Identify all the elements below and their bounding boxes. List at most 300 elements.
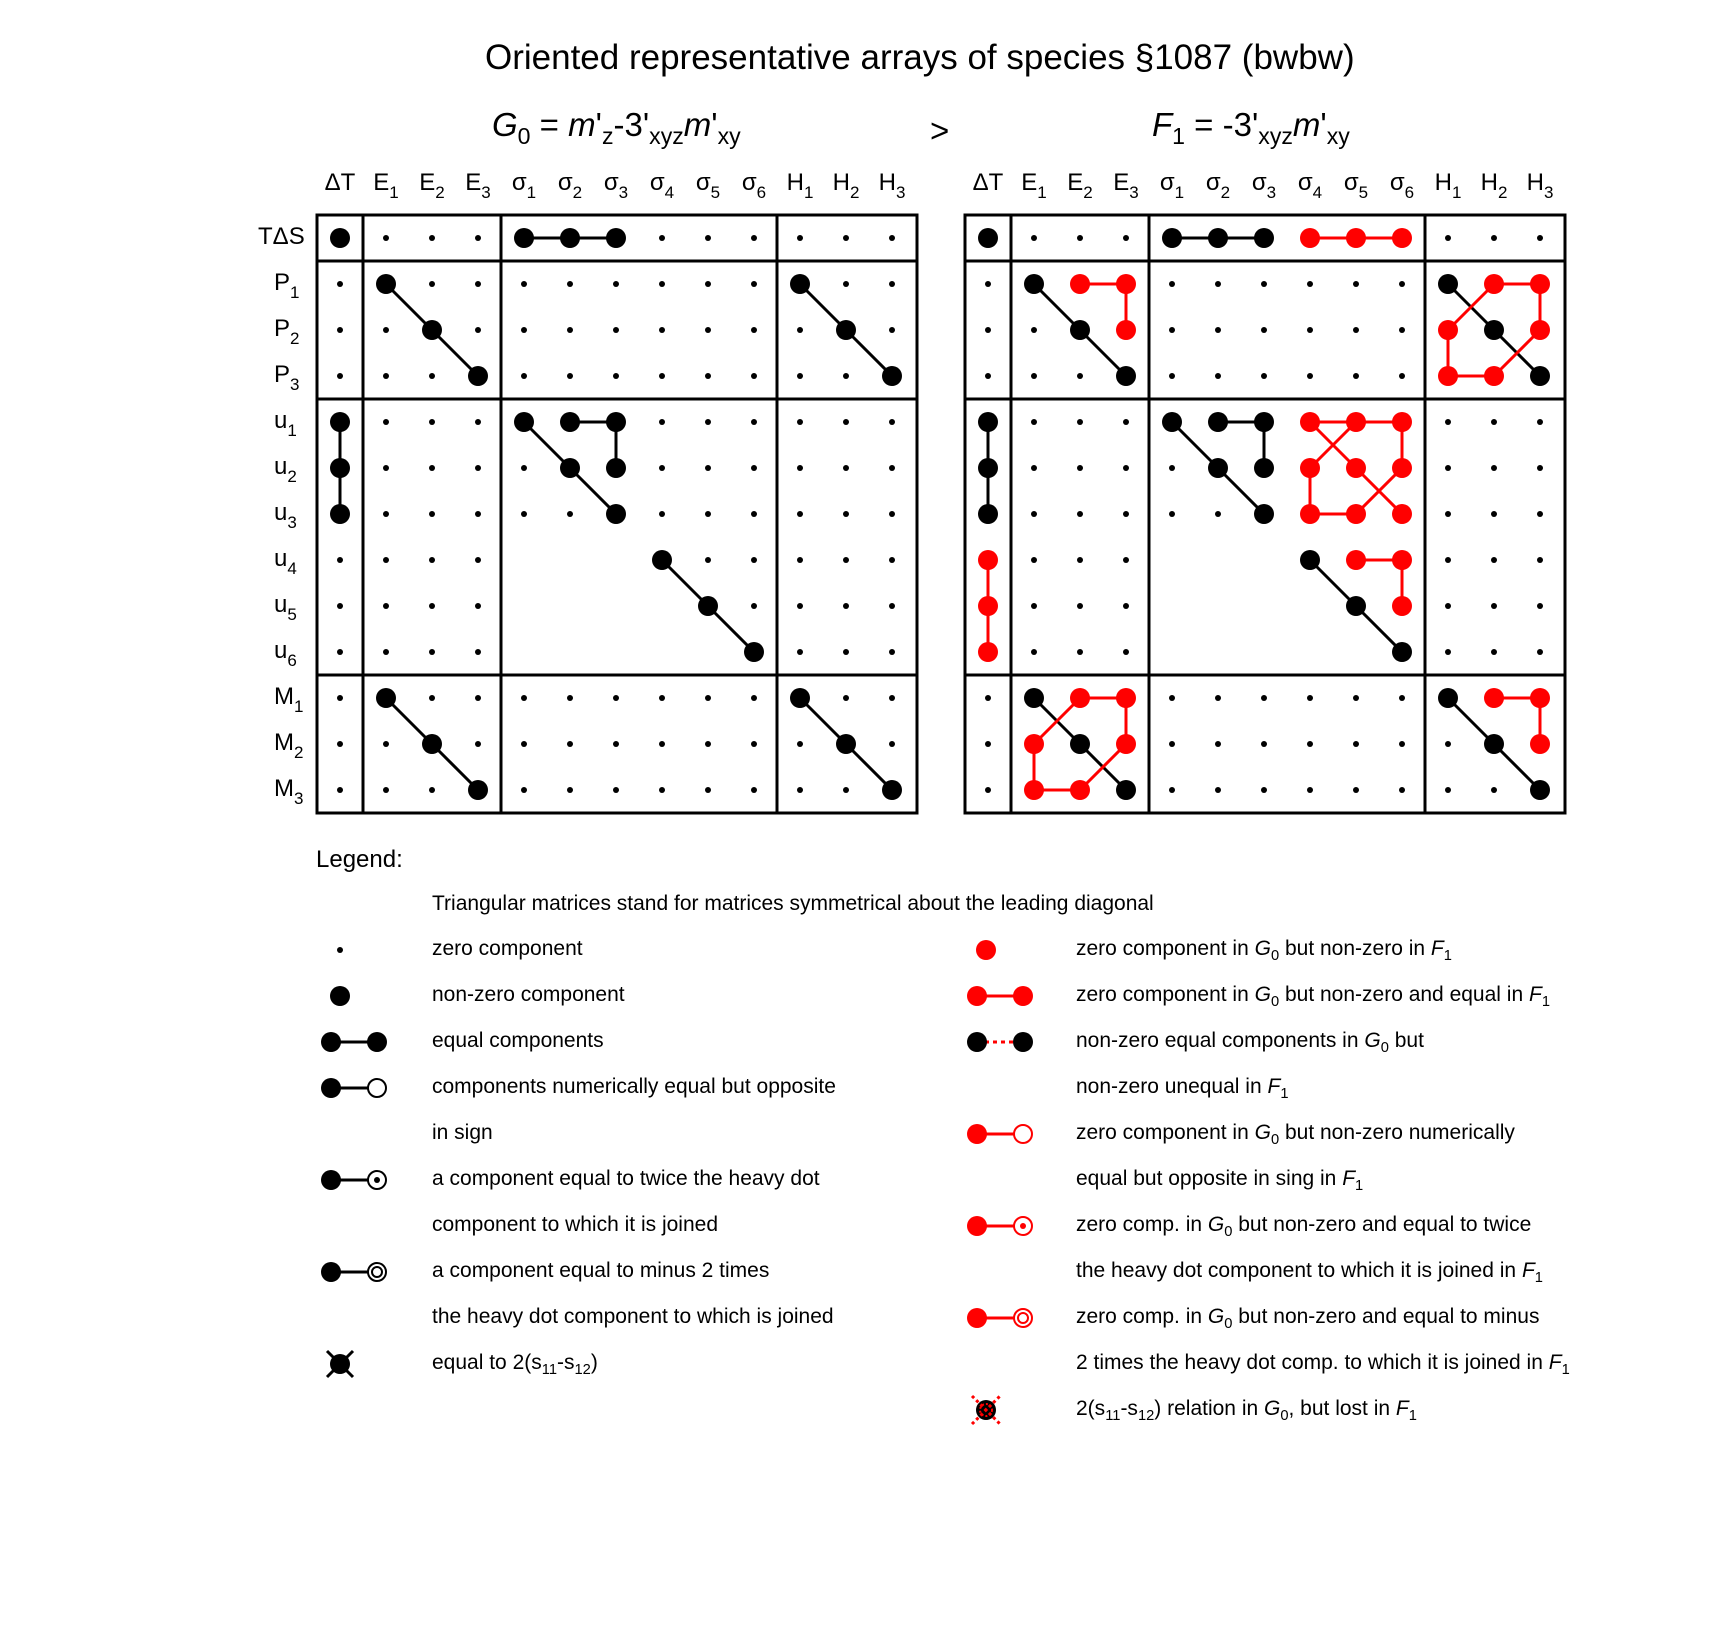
row-label: $u_4$ <box>274 545 297 578</box>
right-zero-component <box>1353 741 1359 747</box>
left-zero-component <box>475 695 481 701</box>
left-zero-component <box>889 695 895 701</box>
left-nonzero-component <box>560 228 580 248</box>
right-zero-component <box>1261 787 1267 793</box>
left-zero-component <box>751 327 757 333</box>
left-zero-component <box>429 373 435 379</box>
legend-entry-text: zero component in $G_0$ but non-zero and equal in $F_1$ <box>1076 983 1550 1011</box>
diagram-title: Oriented representative arrays of species §1087 (bwbw) <box>485 38 1355 77</box>
right-nonzero-component <box>1254 504 1274 524</box>
right-red-nonzero-component <box>1530 688 1550 708</box>
left-nonzero-component <box>744 642 764 662</box>
right-nonzero-component <box>1346 596 1366 616</box>
left-zero-component <box>889 235 895 241</box>
left-zero-component <box>521 327 527 333</box>
right-col-label: $E_3$ <box>1113 169 1139 202</box>
left-zero-component <box>659 281 665 287</box>
legend-entry-text: equal to $2(s_{11}-s_{12})$ <box>432 1351 598 1379</box>
right-zero-component <box>1445 787 1451 793</box>
right-nonzero-component <box>1254 228 1274 248</box>
left-zero-component <box>567 741 573 747</box>
right-red-nonzero-component <box>1300 458 1320 478</box>
right-red-nonzero-component <box>978 596 998 616</box>
right-zero-component <box>1215 373 1221 379</box>
right-zero-component <box>985 281 991 287</box>
right-zero-component <box>1123 511 1129 517</box>
right-red-nonzero-component <box>1300 228 1320 248</box>
left-zero-component <box>889 649 895 655</box>
left-zero-component <box>613 741 619 747</box>
right-zero-component <box>1215 695 1221 701</box>
left-zero-component <box>797 603 803 609</box>
left-col-label: ΔT <box>324 169 356 196</box>
left-col-label: $\sigma_1$ <box>511 169 537 202</box>
left-zero-component <box>383 419 389 425</box>
left-zero-component <box>797 419 803 425</box>
legend-entry-text: equal but opposite in sing in $F_1$ <box>1076 1167 1364 1195</box>
left-zero-component <box>659 695 665 701</box>
left-nonzero-component <box>560 412 580 432</box>
left-zero-component <box>429 511 435 517</box>
right-nonzero-component <box>1208 228 1228 248</box>
right-zero-component <box>1537 419 1543 425</box>
left-col-label: $E_3$ <box>465 169 491 202</box>
right-red-nonzero-component <box>1438 320 1458 340</box>
left-zero-component <box>751 511 757 517</box>
right-zero-component <box>1445 511 1451 517</box>
left-nonzero-component <box>514 228 534 248</box>
left-zero-component <box>843 281 849 287</box>
formula-right: $F_1 = -3'_{xyz}m'_{xy}$ <box>1152 106 1350 150</box>
left-zero-component <box>889 465 895 471</box>
row-label: $M_3$ <box>274 775 304 808</box>
left-nonzero-component <box>836 734 856 754</box>
right-zero-component <box>1215 741 1221 747</box>
right-nonzero-component <box>1070 320 1090 340</box>
left-zero-component <box>567 281 573 287</box>
left-zero-component <box>797 373 803 379</box>
right-nonzero-component <box>1392 642 1412 662</box>
right-zero-component <box>1169 787 1175 793</box>
right-red-nonzero-component <box>1300 412 1320 432</box>
right-col-label: $E_1$ <box>1021 169 1047 202</box>
right-zero-component <box>1169 281 1175 287</box>
right-zero-component <box>1169 695 1175 701</box>
right-red-nonzero-component <box>1530 274 1550 294</box>
left-zero-component <box>475 511 481 517</box>
legend-entry-text: 2 times the heavy dot comp. to which it is joined in $F_1$ <box>1076 1351 1570 1379</box>
left-zero-component <box>383 603 389 609</box>
left-zero-component <box>567 373 573 379</box>
right-zero-component <box>1491 419 1497 425</box>
right-zero-component <box>1123 465 1129 471</box>
right-col-label: $H_3$ <box>1526 169 1554 202</box>
right-nonzero-component <box>1530 780 1550 800</box>
right-zero-component <box>985 373 991 379</box>
right-red-nonzero-component <box>1346 550 1366 570</box>
left-zero-component <box>429 557 435 563</box>
right-zero-component <box>1445 419 1451 425</box>
left-zero-component <box>567 327 573 333</box>
left-zero-component <box>659 419 665 425</box>
right-zero-component <box>1445 557 1451 563</box>
left-zero-component <box>429 281 435 287</box>
right-red-nonzero-component <box>1024 780 1044 800</box>
left-nonzero-component <box>376 688 396 708</box>
right-red-nonzero-component <box>1392 458 1412 478</box>
right-nonzero-component <box>1208 458 1228 478</box>
left-zero-component <box>475 557 481 563</box>
left-zero-component <box>705 419 711 425</box>
right-col-label: $\sigma_5$ <box>1343 169 1369 202</box>
right-nonzero-component <box>1438 274 1458 294</box>
right-zero-component <box>1031 465 1037 471</box>
left-zero-component <box>797 327 803 333</box>
left-col-label: $E_2$ <box>419 169 445 202</box>
left-zero-component <box>751 281 757 287</box>
right-red-nonzero-component <box>1116 734 1136 754</box>
left-zero-component <box>659 741 665 747</box>
right-zero-component <box>1215 787 1221 793</box>
right-nonzero-component <box>1162 412 1182 432</box>
left-zero-component <box>475 235 481 241</box>
legend-entry-text: in sign <box>432 1121 493 1144</box>
left-zero-component <box>843 557 849 563</box>
left-zero-component <box>843 465 849 471</box>
right-red-nonzero-component <box>1392 412 1412 432</box>
right-zero-component <box>1123 235 1129 241</box>
left-nonzero-component <box>790 688 810 708</box>
left-zero-component <box>797 557 803 563</box>
right-zero-component <box>1031 327 1037 333</box>
legend-entry-text: a component equal to minus 2 times <box>432 1259 770 1282</box>
left-zero-component <box>705 511 711 517</box>
right-zero-component <box>1307 787 1313 793</box>
left-zero-component <box>797 235 803 241</box>
left-zero-component <box>383 235 389 241</box>
legend-entry-text: zero comp. in $G_0$ but non-zero and equal to minus <box>1076 1305 1540 1333</box>
legend-entry-text: the heavy dot component to which it is joined in $F_1$ <box>1076 1259 1543 1287</box>
right-nonzero-component <box>1024 274 1044 294</box>
left-zero-component <box>337 281 343 287</box>
right-red-nonzero-component <box>1116 688 1136 708</box>
left-nonzero-component <box>698 596 718 616</box>
right-zero-component <box>1031 235 1037 241</box>
left-zero-component <box>889 511 895 517</box>
left-zero-component <box>751 741 757 747</box>
left-zero-component <box>383 557 389 563</box>
right-zero-component <box>1169 741 1175 747</box>
left-nonzero-component <box>468 780 488 800</box>
right-col-label: $\sigma_4$ <box>1297 169 1323 202</box>
left-zero-component <box>383 373 389 379</box>
legend-entry-text: non-zero component <box>432 983 625 1006</box>
left-zero-component <box>797 741 803 747</box>
left-zero-component <box>797 787 803 793</box>
right-zero-component <box>1491 649 1497 655</box>
left-zero-component <box>613 787 619 793</box>
right-zero-component <box>1261 373 1267 379</box>
right-zero-component <box>1307 373 1313 379</box>
formula-left: $G_0 = m'_z-3'_{xyz}m'_{xy}$ <box>492 106 741 150</box>
left-zero-component <box>337 695 343 701</box>
left-col-label: $H_3$ <box>878 169 906 202</box>
left-zero-component <box>705 281 711 287</box>
right-zero-component <box>1123 419 1129 425</box>
left-zero-component <box>383 465 389 471</box>
right-nonzero-component <box>1070 734 1090 754</box>
left-zero-component <box>843 373 849 379</box>
right-zero-component <box>1215 327 1221 333</box>
left-zero-component <box>889 603 895 609</box>
left-zero-component <box>429 603 435 609</box>
right-nonzero-component <box>1254 458 1274 478</box>
left-zero-component <box>383 511 389 517</box>
right-col-label: $E_2$ <box>1067 169 1093 202</box>
left-zero-component <box>521 741 527 747</box>
left-zero-component <box>521 787 527 793</box>
legend-note: Triangular matrices stand for matrices symmetrical about the leading diagonal <box>432 892 1154 915</box>
legend-entry-text: zero component in $G_0$ but non-zero in $F_1$ <box>1076 937 1452 965</box>
right-zero-component <box>1353 787 1359 793</box>
left-zero-component <box>843 695 849 701</box>
right-nonzero-component <box>978 228 998 248</box>
right-zero-component <box>1491 603 1497 609</box>
row-label: $u_1$ <box>274 407 297 440</box>
left-col-label: $\sigma_6$ <box>741 169 767 202</box>
legend-heading: Legend: <box>316 846 403 873</box>
right-red-nonzero-component <box>978 550 998 570</box>
right-zero-component <box>1215 511 1221 517</box>
right-nonzero-component <box>1254 412 1274 432</box>
row-label: $P_2$ <box>274 315 300 348</box>
legend-entry-text: non-zero unequal in $F_1$ <box>1076 1075 1289 1103</box>
right-zero-component <box>1077 419 1083 425</box>
left-zero-component <box>521 695 527 701</box>
left-zero-component <box>751 603 757 609</box>
right-red-nonzero-component <box>1346 504 1366 524</box>
right-nonzero-component <box>1116 366 1136 386</box>
right-red-nonzero-component <box>1070 780 1090 800</box>
right-nonzero-component <box>1300 550 1320 570</box>
right-red-nonzero-component <box>1484 366 1504 386</box>
right-zero-component <box>1123 557 1129 563</box>
left-zero-component <box>613 695 619 701</box>
left-zero-component <box>705 787 711 793</box>
right-zero-component <box>1399 741 1405 747</box>
right-zero-component <box>1077 465 1083 471</box>
left-zero-component <box>337 327 343 333</box>
right-nonzero-component <box>1438 688 1458 708</box>
right-col-label: $\sigma_1$ <box>1159 169 1185 202</box>
left-zero-component <box>429 695 435 701</box>
left-zero-component <box>613 281 619 287</box>
right-red-nonzero-component <box>1346 412 1366 432</box>
right-zero-component <box>1169 327 1175 333</box>
right-zero-component <box>1399 695 1405 701</box>
left-zero-component <box>659 327 665 333</box>
right-col-label: $\sigma_2$ <box>1205 169 1231 202</box>
left-nonzero-component <box>790 274 810 294</box>
left-zero-component <box>705 235 711 241</box>
right-col-label: $H_1$ <box>1434 169 1462 202</box>
left-zero-component <box>659 511 665 517</box>
left-col-label: $E_1$ <box>373 169 399 202</box>
right-red-nonzero-component <box>1392 504 1412 524</box>
right-nonzero-component <box>978 412 998 432</box>
right-red-nonzero-component <box>1116 320 1136 340</box>
right-zero-component <box>1307 741 1313 747</box>
left-col-label: $\sigma_3$ <box>603 169 629 202</box>
left-col-label: $H_2$ <box>832 169 860 202</box>
right-zero-component <box>1123 603 1129 609</box>
row-label: $M_2$ <box>274 729 304 762</box>
left-nonzero-component <box>330 412 350 432</box>
right-red-nonzero-component <box>1484 274 1504 294</box>
left-zero-component <box>429 419 435 425</box>
left-zero-component <box>383 327 389 333</box>
left-nonzero-component <box>606 458 626 478</box>
left-zero-component <box>843 511 849 517</box>
left-zero-component <box>475 327 481 333</box>
right-zero-component <box>1077 603 1083 609</box>
right-red-nonzero-component <box>1530 320 1550 340</box>
right-red-nonzero-component <box>1392 596 1412 616</box>
left-zero-component <box>705 373 711 379</box>
left-nonzero-component <box>606 228 626 248</box>
left-zero-component <box>567 695 573 701</box>
right-red-nonzero-component <box>1530 734 1550 754</box>
right-zero-component <box>1491 465 1497 471</box>
left-zero-component <box>337 649 343 655</box>
left-zero-component <box>843 603 849 609</box>
right-zero-component <box>1399 373 1405 379</box>
right-zero-component <box>1537 465 1543 471</box>
left-zero-component <box>705 327 711 333</box>
right-zero-component <box>1399 787 1405 793</box>
right-zero-component <box>985 695 991 701</box>
left-zero-component <box>567 511 573 517</box>
right-zero-component <box>1399 327 1405 333</box>
left-nonzero-component <box>514 412 534 432</box>
right-red-nonzero-component <box>1024 734 1044 754</box>
legend-entry-text: zero component in $G_0$ but non-zero numerically <box>1076 1121 1515 1149</box>
right-nonzero-component <box>978 458 998 478</box>
right-zero-component <box>1169 511 1175 517</box>
row-label: $P_1$ <box>274 269 300 302</box>
left-col-label: $\sigma_2$ <box>557 169 583 202</box>
left-nonzero-component <box>606 504 626 524</box>
right-red-nonzero-component <box>1346 458 1366 478</box>
right-zero-component <box>1537 235 1543 241</box>
right-col-label: ΔT <box>972 169 1004 196</box>
right-zero-component <box>1445 603 1451 609</box>
left-zero-component <box>613 327 619 333</box>
left-col-label: $\sigma_4$ <box>649 169 675 202</box>
right-zero-component <box>1077 373 1083 379</box>
left-zero-component <box>429 649 435 655</box>
right-zero-component <box>1307 281 1313 287</box>
left-zero-component <box>889 281 895 287</box>
right-zero-component <box>1261 695 1267 701</box>
left-zero-component <box>613 373 619 379</box>
right-red-nonzero-component <box>1438 366 1458 386</box>
left-zero-component <box>429 787 435 793</box>
right-zero-component <box>1399 281 1405 287</box>
right-zero-component <box>1491 511 1497 517</box>
left-zero-component <box>475 649 481 655</box>
right-nonzero-component <box>978 504 998 524</box>
right-zero-component <box>1491 235 1497 241</box>
right-zero-component <box>1261 741 1267 747</box>
right-zero-component <box>1169 373 1175 379</box>
row-label: $P_3$ <box>274 361 300 394</box>
right-zero-component <box>1031 373 1037 379</box>
right-zero-component <box>1353 281 1359 287</box>
left-nonzero-component <box>882 780 902 800</box>
right-zero-component <box>1353 373 1359 379</box>
left-zero-component <box>889 419 895 425</box>
right-zero-component <box>1537 511 1543 517</box>
left-col-label: $H_1$ <box>786 169 814 202</box>
left-zero-component <box>337 557 343 563</box>
right-red-nonzero-component <box>1070 688 1090 708</box>
left-zero-component <box>705 465 711 471</box>
legend-entry-text: zero component <box>432 937 583 960</box>
left-zero-component <box>659 465 665 471</box>
right-zero-component <box>1537 557 1543 563</box>
right-nonzero-component <box>1484 320 1504 340</box>
left-zero-component <box>337 787 343 793</box>
left-zero-component <box>705 741 711 747</box>
right-zero-component <box>1077 649 1083 655</box>
right-red-nonzero-component <box>1346 228 1366 248</box>
left-zero-component <box>429 235 435 241</box>
right-zero-component <box>1169 465 1175 471</box>
left-zero-component <box>751 695 757 701</box>
right-zero-component <box>985 327 991 333</box>
left-zero-component <box>429 465 435 471</box>
legend-entry-text: non-zero equal components in $G_0$ but <box>1076 1029 1424 1057</box>
right-zero-component <box>1031 419 1037 425</box>
right-red-nonzero-component <box>1116 274 1136 294</box>
left-nonzero-component <box>882 366 902 386</box>
legend-entry-text: component to which it is joined <box>432 1213 718 1236</box>
left-zero-component <box>475 419 481 425</box>
right-nonzero-component <box>1024 688 1044 708</box>
left-zero-component <box>889 557 895 563</box>
left-zero-component <box>659 235 665 241</box>
left-zero-component <box>751 465 757 471</box>
left-nonzero-component <box>330 458 350 478</box>
left-zero-component <box>751 557 757 563</box>
right-zero-component <box>1077 557 1083 563</box>
right-zero-component <box>1491 557 1497 563</box>
left-zero-component <box>751 419 757 425</box>
right-nonzero-component <box>1530 366 1550 386</box>
row-label: $u_2$ <box>274 453 297 486</box>
right-red-nonzero-component <box>1300 504 1320 524</box>
left-zero-component <box>337 373 343 379</box>
right-zero-component <box>1537 603 1543 609</box>
left-col-label: $\sigma_5$ <box>695 169 721 202</box>
right-zero-component <box>1307 695 1313 701</box>
right-zero-component <box>1077 235 1083 241</box>
left-nonzero-component <box>376 274 396 294</box>
right-col-label: $\sigma_3$ <box>1251 169 1277 202</box>
left-zero-component <box>751 373 757 379</box>
row-label: $u_5$ <box>274 591 297 624</box>
